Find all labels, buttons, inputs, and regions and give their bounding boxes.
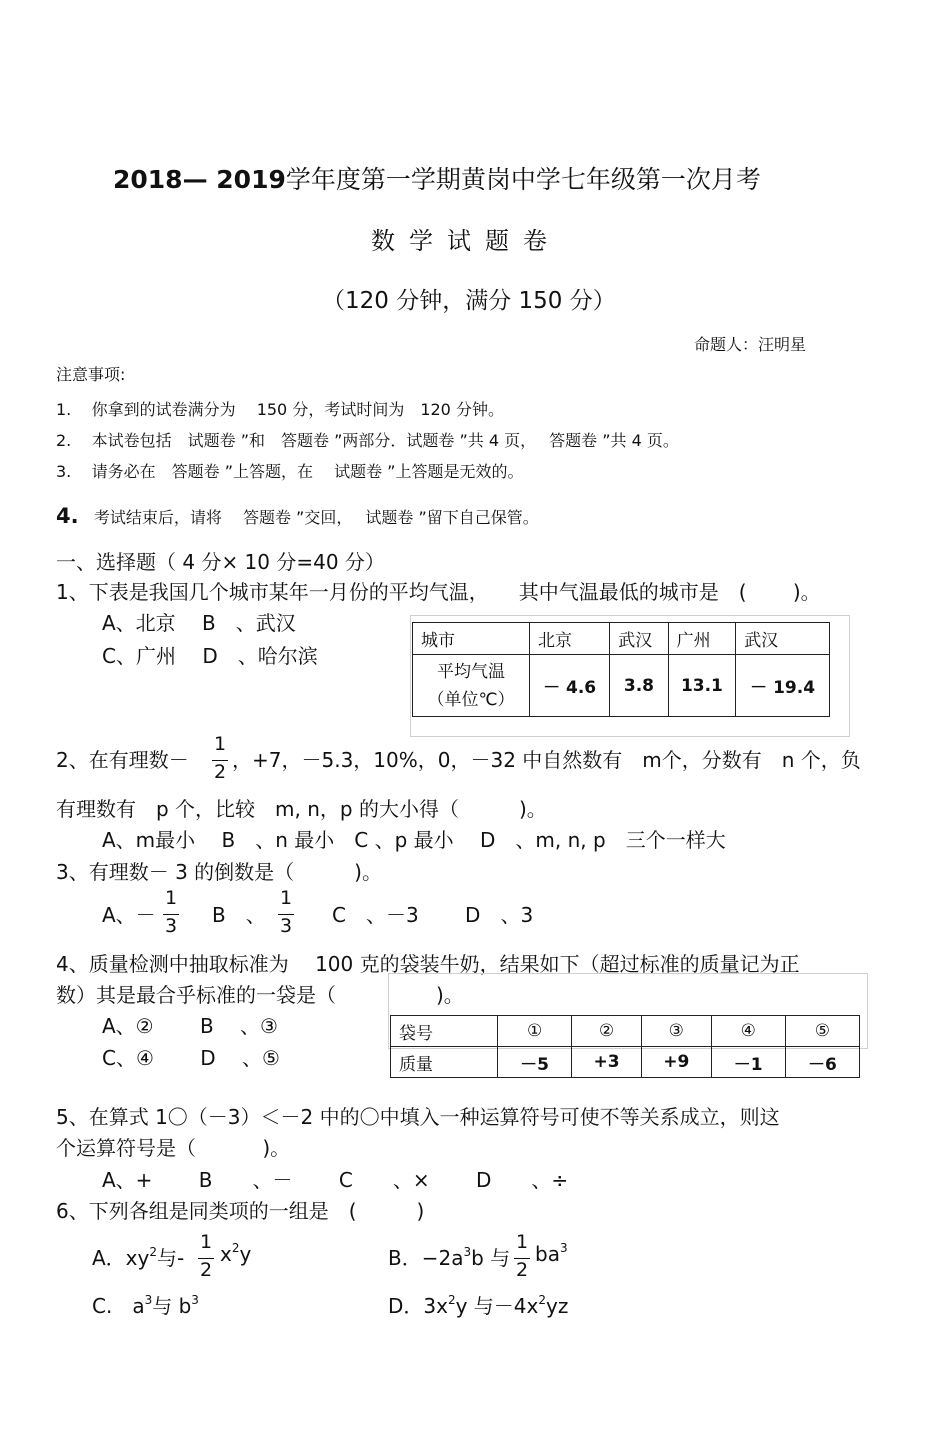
table-row: [413, 655, 830, 717]
expr-text: B．−2a: [388, 1246, 464, 1270]
table-cell: ①: [498, 1016, 572, 1047]
fraction-numerator: 1: [515, 1231, 529, 1253]
table-cell: － 4.6: [530, 655, 610, 717]
expr-text: D．3x: [388, 1294, 448, 1318]
table-cell: ③: [641, 1016, 711, 1047]
q4-options-ab: A、② B 、③: [102, 1014, 278, 1038]
table-row: [391, 1047, 860, 1078]
q3-stem: 3、有理数－ 3 的倒数是（ )。: [56, 860, 382, 884]
note-text: 请务必在 答题卷 ”上答题，在 试题卷 ”上答题是无效的。: [91, 462, 524, 481]
expr-text: 与 b: [152, 1294, 192, 1318]
title-rest: 学年度第一学期黄岗中学七年级第一次月考: [285, 165, 761, 194]
q4-options-cd: C、④ D 、⑤: [102, 1046, 280, 1070]
table-cell: －5: [498, 1047, 572, 1078]
q5-stem-line1: 5、在算式 1〇（－3）＜－2 中的〇中填入一种运算符号可使不等关系成立，则这: [56, 1105, 780, 1129]
fraction-denominator: 3: [279, 915, 293, 937]
q4-milk-table: [390, 1015, 860, 1078]
row-unit: （单位℃）: [427, 689, 515, 710]
expr-text: y: [239, 1242, 252, 1266]
expr-text: C. a: [92, 1294, 145, 1318]
q6-option-b-tail: [535, 1242, 568, 1266]
q1-stem: 1、下表是我国几个城市某年一月份的平均气温， 其中气温最低的城市是 ( )。: [56, 580, 821, 604]
q1-options-cd: C、广州 D 、哈尔滨: [102, 644, 318, 668]
note-item-2: [56, 428, 679, 451]
expr-text: 与-: [157, 1246, 185, 1270]
q2-stem-line2: 有理数有 p 个，比较 m, n，p 的大小得（ )。: [56, 797, 547, 821]
exponent: 3: [559, 1241, 568, 1255]
exponent: 2: [538, 1293, 547, 1307]
exponent: 3: [144, 1293, 153, 1307]
q6-option-a: [92, 1242, 184, 1271]
fraction-denominator: 2: [515, 1259, 529, 1281]
q4-stem-line2: 数）其是最合乎标准的一袋是（ )。: [56, 983, 464, 1007]
exponent: 3: [191, 1293, 199, 1307]
fraction-numerator: 1: [213, 733, 227, 755]
table-cell: 袋号: [391, 1016, 498, 1047]
q6-option-d: [388, 1290, 568, 1319]
table-cell: 13.1: [668, 655, 736, 717]
table-cell: 武汉: [736, 623, 830, 655]
q3-option-a: A、－: [102, 903, 156, 927]
expr-text: yz: [546, 1294, 569, 1318]
note-num: 3.: [56, 462, 72, 481]
table-row: [391, 1016, 860, 1047]
table-row: [413, 623, 830, 655]
notes-heading: 注意事项:: [56, 365, 126, 384]
table-cell: －6: [785, 1047, 859, 1078]
q1-options-ab: A、北京 B 、武汉: [102, 611, 296, 635]
fraction-numerator: 1: [164, 887, 178, 909]
fraction-numerator: 1: [199, 1231, 213, 1253]
exam-title: [113, 160, 761, 196]
fraction-numerator: 1: [279, 887, 293, 909]
expr-text: ba: [535, 1242, 560, 1266]
q6-option-c: [92, 1290, 199, 1319]
table-cell: －1: [711, 1047, 785, 1078]
exponent: 2: [231, 1241, 240, 1255]
expr-text: x: [220, 1242, 232, 1266]
fraction-denominator: 3: [164, 915, 178, 937]
note-num: 1.: [56, 400, 72, 419]
q2-stem-pre: 2、在有理数－: [56, 748, 189, 772]
q3-option-b: B 、: [212, 903, 266, 927]
table-cell: － 19.4: [736, 655, 830, 717]
q3-options-cd: C 、－3 D 、3: [332, 903, 534, 927]
section-heading: 一、选择题（ 4 分× 10 分=40 分）: [56, 550, 385, 574]
table-cell: ⑤: [785, 1016, 859, 1047]
table-cell: 武汉: [610, 623, 668, 655]
table-cell: 城市: [413, 623, 530, 655]
table-cell: 广州: [668, 623, 736, 655]
exponent: 3: [463, 1245, 472, 1259]
expr-text: b 与: [471, 1246, 511, 1270]
note-num: 4.: [56, 504, 79, 528]
note-item-4: [56, 504, 539, 528]
table-cell: [413, 655, 530, 717]
q4-stem-line1: 4、质量检测中抽取标准为 100 克的袋装牛奶，结果如下（超过标准的质量记为正: [56, 952, 800, 976]
exam-duration: （120 分钟，满分 150 分）: [322, 288, 616, 314]
note-text: 考试结束后，请将 答题卷 ”交回， 试题卷 ”留下自己保管。: [93, 508, 539, 527]
q5-options: A、+ B 、－ C 、× D 、÷: [102, 1168, 569, 1192]
fraction-denominator: 2: [213, 761, 227, 783]
q5-stem-line2: 个运算符号是（ )。: [56, 1136, 291, 1160]
table-cell: +3: [572, 1047, 642, 1078]
table-cell: ②: [572, 1016, 642, 1047]
table-cell: +9: [641, 1047, 711, 1078]
q6-stem: 6、下列各组是同类项的一组是 ( ): [56, 1199, 425, 1223]
q6-option-b: [388, 1242, 510, 1271]
q1-temperature-table: [412, 622, 830, 717]
fraction-denominator: 2: [199, 1259, 213, 1281]
table-cell: 3.8: [610, 655, 668, 717]
q2-options: A、m最小 B 、n 最小 C 、p 最小 D 、m, n, p 三个一样大: [102, 828, 726, 852]
table-cell: ④: [711, 1016, 785, 1047]
row-label: 平均气温: [437, 661, 505, 682]
title-year: 2018— 2019: [113, 165, 286, 194]
note-num: 2.: [56, 431, 72, 450]
exponent: 2: [447, 1293, 456, 1307]
note-item-3: [56, 459, 523, 482]
table-cell: 北京: [530, 623, 610, 655]
exam-author: 命题人：汪明星: [694, 335, 807, 354]
note-text: 本试卷包括 试题卷 ”和 答题卷 ”两部分．试题卷 ”共 4 页， 答题卷 ”共 4 页。: [91, 431, 679, 450]
exam-subtitle: 数学试题卷: [371, 227, 561, 255]
q2-stem-post: ，+7，－5.3，10%，0，－32 中自然数有 m个，分数有 n 个，负: [232, 748, 861, 772]
note-text: 你拿到的试卷满分为 150 分，考试时间为 120 分钟。: [91, 400, 504, 419]
expr-text: y 与－4x: [455, 1294, 539, 1318]
note-item-1: [56, 397, 504, 420]
exponent: 2: [149, 1245, 157, 1259]
table-cell: 质量: [391, 1047, 498, 1078]
expr-text: A．xy: [92, 1246, 150, 1270]
q6-option-a-tail: [220, 1242, 251, 1266]
